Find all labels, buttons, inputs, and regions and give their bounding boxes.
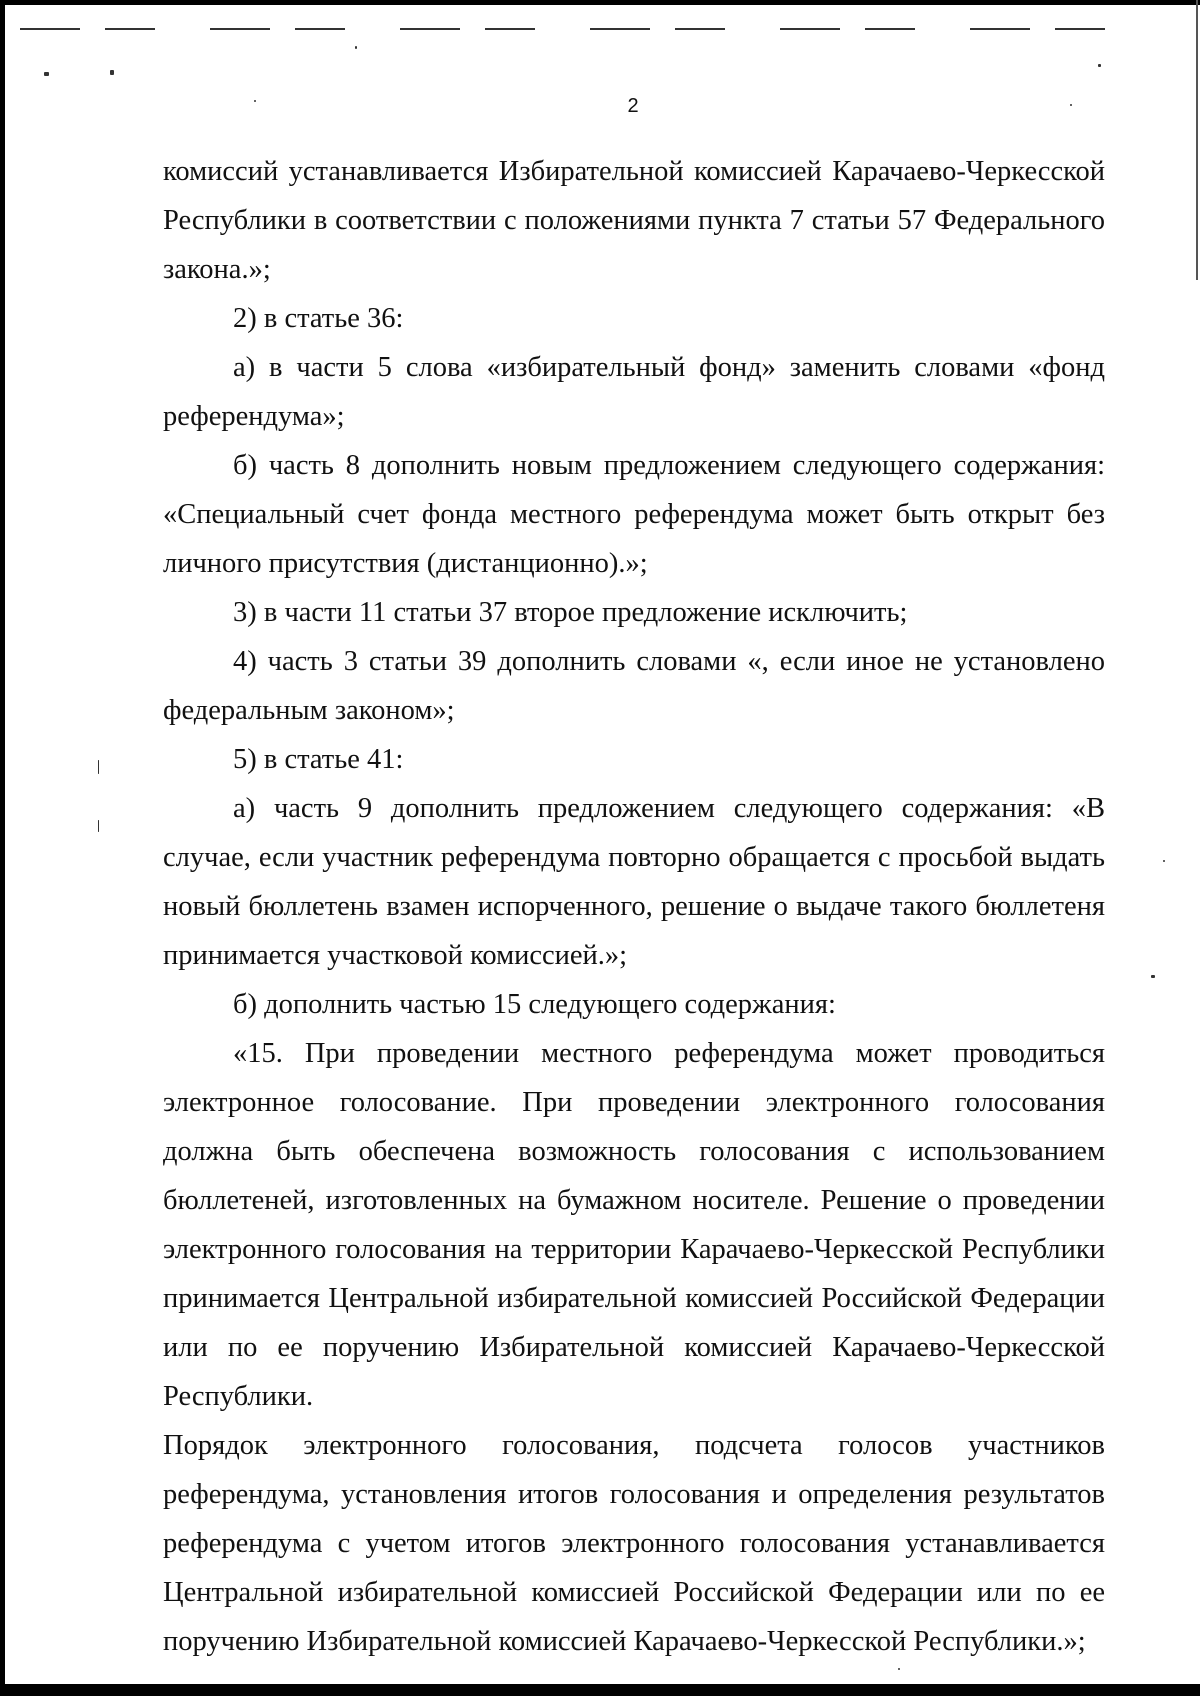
- paragraph-item-5b: б) дополнить частью 15 следующего содержания:: [233, 989, 836, 1020]
- paragraph-part-15: «15. При проведении местного референдума может проводиться электронное голосование. При проведении электронного голосования должна быть обеспечена возможность голосования с использованием бюллетеней, изготовленных на бумажном носителе. Решение о проведении электронного голосования на территории Карачаево-Черкесской Республики принимается Центральной избирательной комиссией Российской Федерации или по ее поручению Избирательной комиссией Карачаево-Черкесской Республики.: [163, 1038, 1105, 1412]
- paragraph-part-15-continued: Порядок электронного голосования, подсчета голосов участников референдума, установления итогов голосования и определения результатов референдума с учетом итогов электронного голосования устанавливается Центральной избирательной комиссией Российской Федерации или по ее поручению Избирательной комиссией Карачаево-Черкесской Республики.»;: [163, 1430, 1105, 1657]
- scan-edge-right: [1196, 0, 1198, 280]
- scan-speck: [355, 46, 357, 49]
- scan-speck: [1098, 64, 1101, 67]
- paragraph-item-5: 5) в статье 41:: [233, 744, 404, 775]
- paragraph-item-2b: б) часть 8 дополнить новым предложением следующего содержания: «Специальный счет фонда местного референдума может быть открыт без личного присутствия (дистанционно).»;: [163, 450, 1105, 579]
- scan-speck: [898, 1668, 900, 1670]
- scan-speck: [1163, 860, 1165, 862]
- scan-edge-bottom: [0, 1684, 1200, 1696]
- paragraph-continuation: комиссий устанавливается Избирательной комиссией Карачаево-Черкесской Республики в соответствии с положениями пункта 7 статьи 57 Федерального закона.»;: [163, 156, 1105, 285]
- document-body: [163, 147, 1105, 1666]
- scan-speck: [110, 70, 114, 75]
- page-number: 2: [627, 95, 639, 117]
- scan-speck: [44, 72, 49, 76]
- paragraph-item-2: 2) в статье 36:: [233, 303, 404, 334]
- scan-speck: [1151, 975, 1155, 978]
- paragraph-item-3: 3) в части 11 статьи 37 второе предложение исключить;: [233, 597, 908, 628]
- scan-speck: [98, 820, 99, 832]
- scan-edge-left: [0, 0, 5, 1696]
- scan-artifact-dashes: [20, 28, 1135, 30]
- scan-edge-top: [0, 0, 1200, 5]
- paragraph-item-2a: а) в части 5 слова «избирательный фонд» заменить словами «фонд референдума»;: [163, 352, 1105, 432]
- paragraph-item-4: 4) часть 3 статьи 39 дополнить словами «, если иное не установлено федеральным законом»;: [163, 646, 1105, 726]
- paragraph-item-5a: а) часть 9 дополнить предложением следующего содержания: «В случае, если участник референдума повторно обращается с просьбой выдать новый бюллетень взамен испорченного, решение о выдаче такого бюллетеня принимается участковой комиссией.»;: [163, 793, 1105, 971]
- scan-speck: [98, 760, 99, 774]
